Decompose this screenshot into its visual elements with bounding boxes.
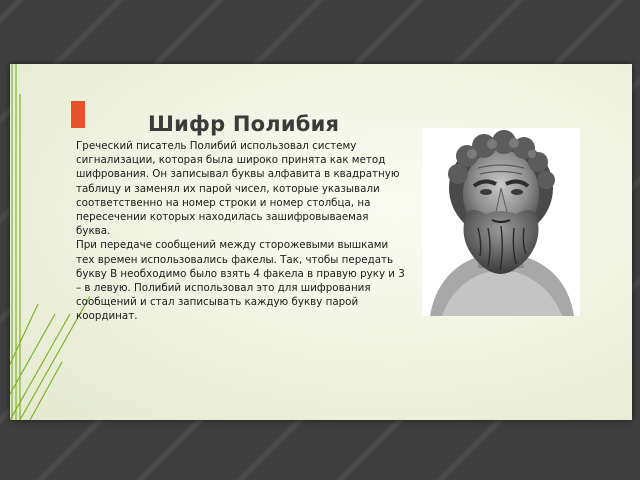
slide: [10, 64, 632, 420]
slide-body: [76, 139, 406, 324]
polybius-bust-portrait: [422, 128, 580, 316]
slide-title: Шифр Полибия: [148, 112, 340, 136]
title-accent-bar: [71, 101, 85, 128]
body-paragraph-1: Греческий писатель Полибий использовал систему сигнализации, которая была широко принята как метод шифрования. Он записывал буквы алфавита в квадратную таблицу и заменял их парой чисел, которые указывали соответственно на номер строки и номер столбца, на пересечении которых находилась зашифровываемая буква.: [76, 140, 400, 238]
body-paragraph-2: При передаче сообщений между сторожевыми вышками тех времен использовались факелы. Так, чтобы передать букву В необходимо было взять 4 факела в правую руку и 3 – в левую. Полибий использовал это для шифрования сообщений и стал записывать каждую букву парой координат.: [76, 239, 405, 323]
